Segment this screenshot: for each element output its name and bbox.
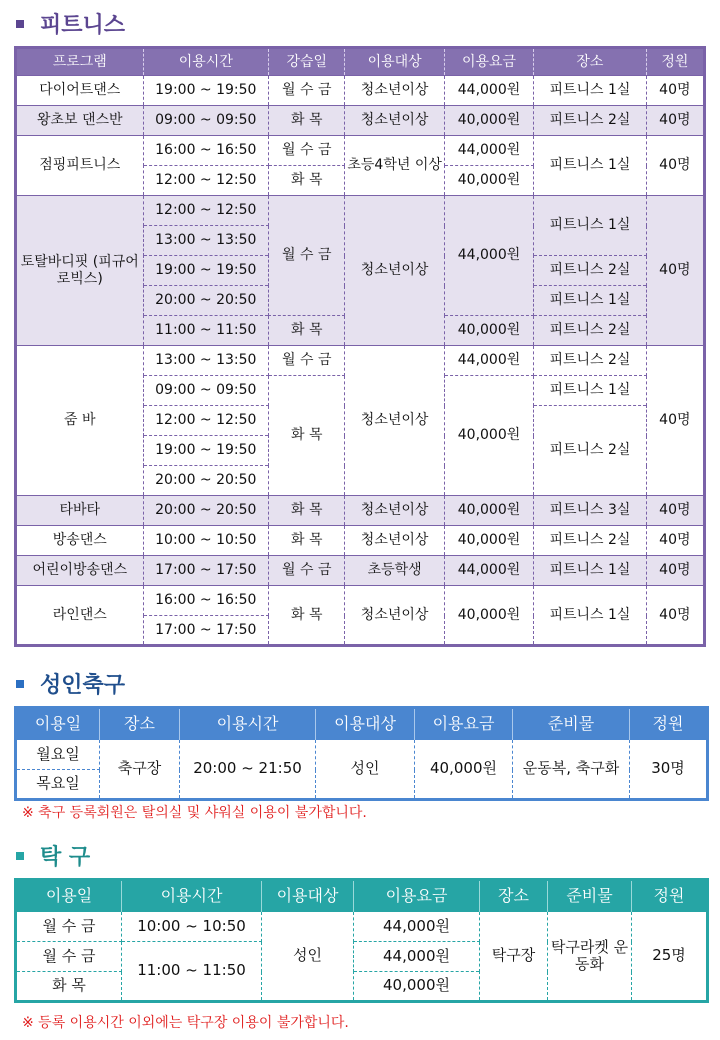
target-cell: 초등4학년 이상	[345, 136, 444, 196]
day-cell: 화 목	[16, 972, 122, 1002]
fee-cell: 40,000원	[444, 106, 533, 136]
fee-cell: 44,000원	[444, 76, 533, 106]
fee-cell: 40,000원	[444, 376, 533, 496]
table-row	[16, 196, 705, 226]
capacity-cell: 40명	[646, 586, 704, 646]
header-cell: 정원	[646, 48, 704, 76]
target-cell: 초등학생	[345, 556, 444, 586]
program-name: 타바타	[16, 496, 144, 526]
capacity-cell: 40명	[646, 136, 704, 196]
fee-cell: 40,000원	[415, 740, 513, 800]
capacity-cell: 40명	[646, 196, 704, 346]
place-cell: 피트니스 1실	[534, 196, 646, 256]
fee-cell: 44,000원	[444, 196, 533, 316]
day-cell: 월 수 금	[269, 346, 345, 376]
table-row	[16, 496, 705, 526]
target-cell: 청소년이상	[345, 196, 444, 346]
items-cell: 운동복, 축구화	[513, 740, 630, 800]
place-cell: 축구장	[100, 740, 180, 800]
place-cell: 피트니스 3실	[534, 496, 646, 526]
target-cell: 청소년이상	[345, 76, 444, 106]
time-cell: 17:00 ~ 17:50	[143, 616, 269, 646]
time-cell: 12:00 ~ 12:50	[143, 196, 269, 226]
header-cell: 장소	[100, 708, 180, 740]
capacity-cell: 40명	[646, 76, 704, 106]
time-cell: 19:00 ~ 19:50	[143, 76, 269, 106]
time-cell: 20:00 ~ 20:50	[143, 496, 269, 526]
tabletennis-table	[14, 878, 709, 1003]
day-cell: 화 목	[269, 106, 345, 136]
table-row	[16, 526, 705, 556]
fitness-title-text: 피트니스	[40, 13, 126, 38]
place-cell: 피트니스 2실	[534, 526, 646, 556]
fee-cell: 40,000원	[444, 526, 533, 556]
table-row	[16, 556, 705, 586]
place-cell: 피트니스 1실	[534, 376, 646, 406]
header-cell: 장소	[480, 880, 548, 912]
place-cell: 탁구장	[480, 912, 548, 1002]
program-name: 점핑피트니스	[16, 136, 144, 196]
header-cell: 정원	[632, 880, 708, 912]
header-cell: 장소	[534, 48, 646, 76]
header-cell: 이용요금	[354, 880, 480, 912]
table-row	[16, 740, 708, 770]
time-cell: 20:00 ~ 20:50	[143, 286, 269, 316]
fee-cell: 44,000원	[444, 346, 533, 376]
target-cell: 청소년이상	[345, 526, 444, 556]
header-cell: 프로그램	[16, 48, 144, 76]
capacity-cell: 40명	[646, 496, 704, 526]
bullet-square-icon	[16, 680, 24, 688]
table-row	[16, 106, 705, 136]
place-cell: 피트니스 1실	[534, 586, 646, 646]
place-cell: 피트니스 1실	[534, 286, 646, 316]
place-cell: 피트니스 1실	[534, 76, 646, 106]
day-cell: 월 수 금	[269, 136, 345, 166]
time-cell: 11:00 ~ 11:50	[143, 316, 269, 346]
target-cell: 청소년이상	[345, 346, 444, 496]
program-name: 토탈바디핏 (피규어로빅스)	[16, 196, 144, 346]
day-cell: 월 수 금	[269, 556, 345, 586]
time-cell: 16:00 ~ 16:50	[143, 136, 269, 166]
header-cell: 이용일	[16, 708, 100, 740]
day-cell: 화 목	[269, 496, 345, 526]
fee-cell: 40,000원	[354, 972, 480, 1002]
target-cell: 성인	[316, 740, 415, 800]
header-cell: 준비물	[548, 880, 632, 912]
fitness-section-title	[16, 8, 125, 39]
fee-cell: 40,000원	[444, 586, 533, 646]
program-name: 다이어트댄스	[16, 76, 144, 106]
fee-cell: 40,000원	[444, 316, 533, 346]
time-cell: 10:00 ~ 10:50	[143, 526, 269, 556]
day-cell: 목요일	[16, 770, 100, 800]
bullet-square-icon	[16, 20, 24, 28]
header-cell: 정원	[630, 708, 708, 740]
day-cell: 월 수 금	[269, 76, 345, 106]
day-cell: 화 목	[269, 586, 345, 646]
place-cell: 피트니스 1실	[534, 556, 646, 586]
target-cell: 청소년이상	[345, 106, 444, 136]
day-cell: 월 수 금	[269, 196, 345, 316]
time-cell: 17:00 ~ 17:50	[143, 556, 269, 586]
fee-cell: 40,000원	[444, 496, 533, 526]
place-cell: 피트니스 2실	[534, 346, 646, 376]
table-row	[16, 76, 705, 106]
capacity-cell: 30명	[630, 740, 708, 800]
place-cell: 피트니스 2실	[534, 406, 646, 496]
time-cell: 20:00 ~ 21:50	[180, 740, 316, 800]
header-cell: 강습일	[269, 48, 345, 76]
header-cell: 이용시간	[122, 880, 262, 912]
target-cell: 청소년이상	[345, 496, 444, 526]
day-cell: 화 목	[269, 376, 345, 496]
header-cell: 이용대상	[262, 880, 354, 912]
fitness-table	[14, 46, 706, 647]
header-cell: 이용일	[16, 880, 122, 912]
header-cell: 이용대상	[345, 48, 444, 76]
table-row	[16, 136, 705, 166]
soccer-table	[14, 706, 709, 801]
header-cell: 이용요금	[444, 48, 533, 76]
table-row	[16, 912, 708, 942]
header-cell: 이용시간	[180, 708, 316, 740]
time-cell: 19:00 ~ 19:50	[143, 256, 269, 286]
time-cell: 16:00 ~ 16:50	[143, 586, 269, 616]
table-row	[16, 346, 705, 376]
soccer-note: ※ 축구 등록회원은 탈의실 및 샤워실 이용이 불가합니다.	[22, 805, 367, 821]
capacity-cell: 25명	[632, 912, 708, 1002]
fee-cell: 40,000원	[444, 166, 533, 196]
capacity-cell: 40명	[646, 526, 704, 556]
time-cell: 10:00 ~ 10:50	[122, 912, 262, 942]
day-cell: 월요일	[16, 740, 100, 770]
fee-cell: 44,000원	[444, 136, 533, 166]
tabletennis-title-text: 탁 구	[40, 845, 91, 870]
header-cell: 준비물	[513, 708, 630, 740]
target-cell: 청소년이상	[345, 586, 444, 646]
time-cell: 12:00 ~ 12:50	[143, 406, 269, 436]
tabletennis-header-row	[16, 880, 708, 912]
time-cell: 09:00 ~ 09:50	[143, 106, 269, 136]
header-cell: 이용요금	[415, 708, 513, 740]
table-row	[16, 586, 705, 616]
day-cell: 월 수 금	[16, 912, 122, 942]
day-cell: 화 목	[269, 526, 345, 556]
fee-cell: 44,000원	[444, 556, 533, 586]
program-name: 라인댄스	[16, 586, 144, 646]
time-cell: 12:00 ~ 12:50	[143, 166, 269, 196]
time-cell: 20:00 ~ 20:50	[143, 466, 269, 496]
fee-cell: 44,000원	[354, 912, 480, 942]
place-cell: 피트니스 2실	[534, 106, 646, 136]
time-cell: 09:00 ~ 09:50	[143, 376, 269, 406]
program-name: 어린이방송댄스	[16, 556, 144, 586]
target-cell: 성인	[262, 912, 354, 1002]
time-cell: 11:00 ~ 11:50	[122, 942, 262, 1002]
place-cell: 피트니스 2실	[534, 256, 646, 286]
time-cell: 19:00 ~ 19:50	[143, 436, 269, 466]
capacity-cell: 40명	[646, 556, 704, 586]
tabletennis-section-title	[16, 840, 90, 871]
day-cell: 화 목	[269, 316, 345, 346]
header-cell: 이용대상	[316, 708, 415, 740]
program-name: 방송댄스	[16, 526, 144, 556]
soccer-header-row	[16, 708, 708, 740]
time-cell: 13:00 ~ 13:50	[143, 226, 269, 256]
program-name: 줌 바	[16, 346, 144, 496]
program-name: 왕초보 댄스반	[16, 106, 144, 136]
items-cell: 탁구라켓 운동화	[548, 912, 632, 1002]
capacity-cell: 40명	[646, 106, 704, 136]
day-cell: 월 수 금	[16, 942, 122, 972]
fee-cell: 44,000원	[354, 942, 480, 972]
bullet-square-icon	[16, 852, 24, 860]
soccer-section-title	[16, 668, 125, 699]
capacity-cell: 40명	[646, 346, 704, 496]
day-cell: 화 목	[269, 166, 345, 196]
fitness-header-row	[16, 48, 705, 76]
place-cell: 피트니스 2실	[534, 316, 646, 346]
soccer-title-text: 성인축구	[40, 673, 126, 698]
header-cell: 이용시간	[143, 48, 269, 76]
time-cell: 13:00 ~ 13:50	[143, 346, 269, 376]
tabletennis-note: ※ 등록 이용시간 이외에는 탁구장 이용이 불가합니다.	[22, 1015, 349, 1031]
place-cell: 피트니스 1실	[534, 136, 646, 196]
